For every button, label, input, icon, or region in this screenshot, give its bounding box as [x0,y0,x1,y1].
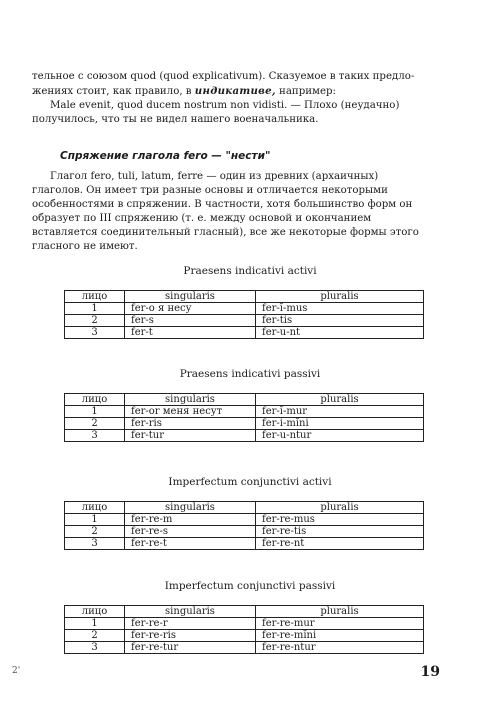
singular-cell: fer-tur [125,430,256,442]
column-header-person: лицо [65,394,125,406]
table-row [65,618,424,630]
intro-line-2-end: например: [275,86,336,97]
table-row [65,315,424,327]
column-header-person: лицо [65,606,125,618]
section-heading: Спряжение глагола fero — "нести" [60,150,271,162]
table-row [65,406,424,418]
intro-line-3: Male evenit, quod ducem nostrum non vidisti. — Плохо (неудачно) [50,100,400,111]
plural-cell: fer-u-ntur [256,430,424,442]
singular-cell: fer-ris [125,418,256,430]
person-cell: 3 [65,538,125,550]
conjugation-table-praesens-activi [64,290,424,339]
table-header-row [65,606,424,618]
person-cell: 1 [65,514,125,526]
table-row [65,526,424,538]
table-title-praesens-passivi: Praesens indicativi passivi [179,368,321,380]
singular-cell: fer-re-r [125,618,256,630]
column-header-singular: singularis [125,502,256,514]
plural-cell: fer-re-mĭni [256,630,424,642]
page-number: 19 [420,664,440,680]
table-header-row [65,502,424,514]
intro-emphasis: индикативе, [194,85,276,97]
person-cell: 2 [65,315,125,327]
plural-cell: fer-i-mĭni [256,418,424,430]
person-cell: 3 [65,430,125,442]
table-row [65,303,424,315]
person-cell: 1 [65,406,125,418]
table-header-row [65,291,424,303]
table-row [65,630,424,642]
person-cell: 1 [65,618,125,630]
table-row [65,327,424,339]
column-header-person: лицо [65,291,125,303]
person-cell: 2 [65,418,125,430]
intro-line-2 [32,84,458,99]
person-cell: 3 [65,642,125,654]
plural-cell: fer-re-tis [256,526,424,538]
table-row [65,418,424,430]
table-header-row [65,394,424,406]
plural-cell: fer-ĭ-mus [256,303,424,315]
intro-line-1: тельное с союзом quod (quod explicativum). Сказуемое в таких предло- [32,71,415,82]
intro-paragraph [32,70,458,127]
section-line-4: образует по III спряжению (т. е. между основой и окончанием [32,213,372,224]
singular-cell: fer-re-t [125,538,256,550]
singular-cell: fer-or меня несут [125,406,256,418]
plural-cell: fer-re-mur [256,618,424,630]
section-paragraph [32,170,458,254]
table-row [65,538,424,550]
person-cell: 2 [65,630,125,642]
singular-cell: fer-s [125,315,256,327]
column-header-plural: pluralis [256,291,424,303]
plural-cell: fer-re-nt [256,538,424,550]
person-cell: 2 [65,526,125,538]
column-header-singular: singularis [125,291,256,303]
section-line-3: особенностями в спряжении. В частности, хотя большинство форм он [32,199,413,210]
table-title-praesens-activi: Praesens indicativi activi [183,265,317,277]
column-header-singular: singularis [125,394,256,406]
column-header-plural: pluralis [256,606,424,618]
plural-cell: fer-tis [256,315,424,327]
section-line-2: глаголов. Он имеет три разные основы и отличается некоторыми [32,185,388,196]
intro-line-4: получилось, что ты не видел нашего военачальника. [32,114,319,125]
conjugation-table-imperfectum-activi [64,501,424,550]
column-header-person: лицо [65,502,125,514]
table-row [65,430,424,442]
singular-cell: fer-re-ris [125,630,256,642]
column-header-plural: pluralis [256,502,424,514]
conjugation-table-imperfectum-passivi [64,605,424,654]
intro-line-2-start: жениях стоит, как правило, в [32,86,195,97]
plural-cell: fer-re-ntur [256,642,424,654]
section-line-5: вставляется соединительный гласный), все же некоторые формы этого [32,227,419,238]
plural-cell: fer-u-nt [256,327,424,339]
section-line-1: Глагол fero, tuli, latum, ferre — один из древних (архаичных) [50,171,379,182]
singular-cell: fer-o я несу [125,303,256,315]
column-header-plural: pluralis [256,394,424,406]
table-title-imperfectum-activi: Imperfectum conjunctivi activi [168,476,332,488]
table-title-imperfectum-passivi: Imperfectum conjunctivi passivi [164,580,336,592]
section-line-6: гласного не имеют. [32,241,138,252]
singular-cell: fer-re-m [125,514,256,526]
singular-cell: fer-re-tur [125,642,256,654]
plural-cell: fer-re-mus [256,514,424,526]
column-header-singular: singularis [125,606,256,618]
conjugation-table-praesens-passivi [64,393,424,442]
table-row [65,642,424,654]
corner-mark: 2' [12,666,21,676]
singular-cell: fer-re-s [125,526,256,538]
singular-cell: fer-t [125,327,256,339]
person-cell: 3 [65,327,125,339]
plural-cell: fer-ĭ-mur [256,406,424,418]
person-cell: 1 [65,303,125,315]
table-row [65,514,424,526]
